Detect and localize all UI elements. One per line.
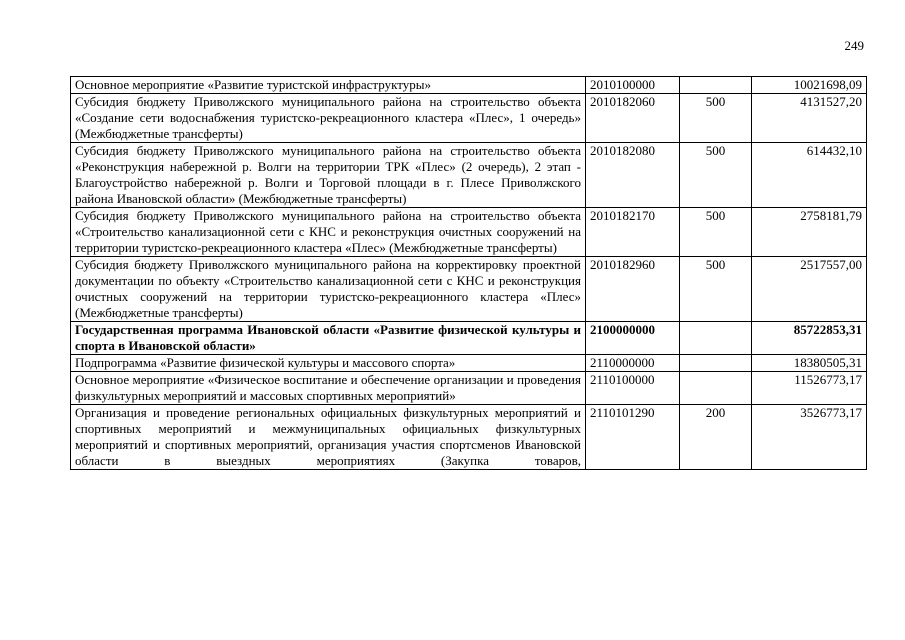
row-name-cell: Основное мероприятие «Физическое воспитание и обеспечение организации и проведения физкультурных мероприятий и массовых спортивных мероприятий»: [71, 372, 586, 405]
row-type-cell: [680, 77, 752, 94]
table-row: [71, 208, 867, 257]
row-name-cell: Субсидия бюджету Приволжского муниципального района на строительство объекта «Реконструкция набережной р. Волги на территории ТРК «Плес» (2 очередь), 2 этап - Благоустройство набережной р. Волги и Торговой площади в г. Плесе Приволжского района Ивановской области» (Межбюджетные трансферты): [71, 143, 586, 208]
row-name-cell: Подпрограмма «Развитие физической культуры и массового спорта»: [71, 355, 586, 372]
row-type-cell: 200: [680, 405, 752, 470]
table-row: [71, 405, 867, 470]
row-type-cell: 500: [680, 208, 752, 257]
table-row: [71, 77, 867, 94]
row-code-cell: 2110101290: [586, 405, 680, 470]
table-row: [71, 355, 867, 372]
row-sum-cell: 2517557,00: [752, 257, 867, 322]
row-type-cell: 500: [680, 94, 752, 143]
row-name-cell: Субсидия бюджету Приволжского муниципального района на строительство объекта «Строительство канализационной сети с КНС и реконструкция очистных сооружений на территории туристско-рекреационного кластера «Плес» (Межбюджетные трансферты): [71, 208, 586, 257]
row-code-cell: 2110100000: [586, 372, 680, 405]
row-sum-cell: 18380505,31: [752, 355, 867, 372]
row-name-cell: Организация и проведение региональных официальных физкультурных мероприятий и спортивных мероприятий и межмуниципальных официальных физкультурных мероприятий и спортивных мероприятий, организация участия спортсменов Ивановской области в выездных мероприятиях (Закупка товаров,: [71, 405, 586, 470]
row-code-cell: 2010182080: [586, 143, 680, 208]
row-code-cell: 2100000000: [586, 322, 680, 355]
row-code-cell: 2110000000: [586, 355, 680, 372]
row-sum-cell: 10021698,09: [752, 77, 867, 94]
row-sum-cell: 85722853,31: [752, 322, 867, 355]
table-row: [71, 257, 867, 322]
table-row: [71, 143, 867, 208]
row-sum-cell: 11526773,17: [752, 372, 867, 405]
page-number: 249: [844, 38, 864, 53]
row-sum-cell: 3526773,17: [752, 405, 867, 470]
row-name-cell: Государственная программа Ивановской области «Развитие физической культуры и спорта в Ивановской области»: [71, 322, 586, 355]
row-sum-cell: 4131527,20: [752, 94, 867, 143]
budget-table: [70, 76, 867, 470]
row-name-cell: Субсидия бюджету Приволжского муниципального района на корректировку проектной документации по объекту «Строительство канализационной сети с КНС и реконструкция очистных сооружений на территории туристско-рекреационного кластера «Плес» (Межбюджетные трансферты): [71, 257, 586, 322]
row-type-cell: 500: [680, 257, 752, 322]
row-code-cell: 2010100000: [586, 77, 680, 94]
row-code-cell: 2010182060: [586, 94, 680, 143]
program-row: [71, 322, 867, 355]
row-sum-cell: 2758181,79: [752, 208, 867, 257]
row-name-cell: Субсидия бюджету Приволжского муниципального района на строительство объекта «Создание сети водоснабжения туристско-рекреационного кластера «Плес», 1 очередь» (Межбюджетные трансферты): [71, 94, 586, 143]
row-type-cell: [680, 355, 752, 372]
row-type-cell: [680, 372, 752, 405]
row-type-cell: 500: [680, 143, 752, 208]
table-row: [71, 372, 867, 405]
row-sum-cell: 614432,10: [752, 143, 867, 208]
row-type-cell: [680, 322, 752, 355]
row-code-cell: 2010182170: [586, 208, 680, 257]
row-name-cell: Основное мероприятие «Развитие туристской инфраструктуры»: [71, 77, 586, 94]
table-row: [71, 94, 867, 143]
row-code-cell: 2010182960: [586, 257, 680, 322]
